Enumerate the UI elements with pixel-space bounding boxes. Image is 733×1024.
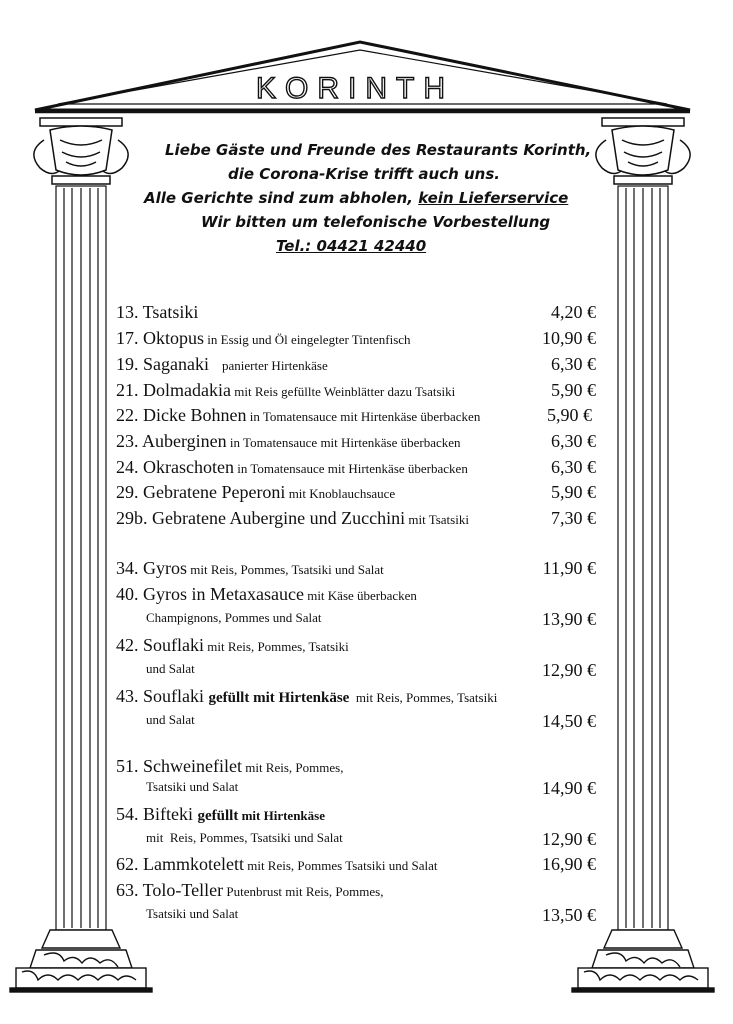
notice-line-5 [110, 234, 630, 258]
dish-name: 24. Okraschoten [116, 457, 234, 477]
phone-number: Tel.: 04421 42440 [276, 237, 427, 255]
dish-name: 17. Oktopus [116, 328, 205, 348]
dish-description: mit Reis, Pommes, [241, 760, 344, 775]
notice-line-1: Liebe Gäste und Freunde des Restaurants Korinth, [165, 141, 592, 159]
dish-description: in Tomatensauce mit Hirtenkäse überbacken [226, 435, 461, 450]
menu-item [116, 380, 606, 404]
menu-item [116, 457, 606, 481]
menu-item [116, 854, 606, 878]
menu-item [116, 482, 606, 506]
menu-item [116, 508, 606, 532]
dish-price: 5,90 € [551, 482, 596, 502]
menu-item [116, 405, 606, 429]
dish-price: 14,90 € [542, 778, 596, 798]
dish-price: 5,90 € [547, 405, 592, 425]
dish-description: Champignons, Pommes und Salat [146, 610, 322, 625]
dish-name: 40. Gyros in Metaxasauce [116, 584, 304, 604]
dish-description: und Salat [146, 661, 195, 676]
dish-name: 51. Schweinefilet [116, 756, 242, 776]
dish-name: 22. Dicke Bohnen [116, 405, 247, 425]
right-column-shaft [618, 186, 668, 930]
dish-price: 12,90 € [542, 829, 596, 849]
menu-item [116, 880, 606, 904]
notice-pickup-text: Alle Gerichte sind zum abholen, [144, 189, 419, 207]
menu-item [116, 431, 606, 455]
menu-item [116, 584, 606, 608]
restaurant-title: KORINTH [256, 72, 454, 105]
notice-line-3 [110, 186, 630, 210]
dish-description: mit Reis, Pommes, Tsatsiki [349, 690, 498, 705]
dish-price: 6,30 € [551, 431, 596, 451]
dish-highlight: gefüllt [197, 808, 239, 824]
right-column-base [572, 930, 714, 992]
dish-description: mit Reis, Pommes Tsatsiki und Salat [243, 858, 438, 873]
dish-description: mit Reis, Pommes, Tsatsiki und Salat [187, 562, 384, 577]
dish-description: mit Reis, Pommes, Tsatsiki [204, 639, 349, 654]
menu-item-continued [116, 711, 606, 735]
menu-item-continued [116, 778, 606, 802]
no-delivery-text: kein Lieferservice [418, 189, 569, 207]
dish-name: 29. Gebratene Peperoni [116, 482, 286, 502]
dish-description: in Essig und Öl eingelegter Tintenfisch [204, 332, 411, 347]
corona-notice [110, 138, 630, 258]
menu-item [116, 635, 606, 659]
notice-line-2: die Corona-Krise trifft auch uns. [228, 165, 500, 183]
dish-highlight: gefüllt mit Hirtenkäse [208, 690, 350, 706]
dish-price: 12,90 € [542, 660, 596, 680]
dish-price: 7,30 € [551, 508, 596, 528]
dish-name: 42. Souflaki [116, 635, 204, 655]
left-column-shaft [56, 186, 106, 930]
menu-item-continued [116, 905, 606, 929]
dish-description: in Tomatensauce mit Hirtenkäse überbacken [233, 461, 468, 476]
menu-item-continued [116, 660, 606, 684]
menu-item [116, 302, 606, 326]
dish-name: 54. Bifteki [116, 804, 198, 824]
dish-description: und Salat [146, 712, 195, 727]
dish-description: Tsatsiki und Salat [146, 779, 239, 794]
menu-item [116, 756, 606, 780]
dish-price: 13,90 € [542, 609, 596, 629]
dish-name: 34. Gyros [116, 558, 187, 578]
menu-item [116, 558, 606, 582]
dish-price: 11,90 € [542, 558, 596, 578]
dish-name: 63. Tolo-Teller [116, 880, 224, 900]
left-column-base [10, 930, 152, 992]
dish-name: 21. Dolmadakia [116, 380, 231, 400]
dish-description: mit Reis gefüllte Weinblätter dazu Tsatsiki [230, 384, 456, 399]
notice-line-4: Wir bitten um telefonische Vorbestellung [201, 213, 551, 231]
menu-item [116, 804, 606, 828]
dish-name: 62. Lammkotelett [116, 854, 244, 874]
dish-description: panierter Hirtenkäse [208, 358, 328, 373]
dish-description: mit Tsatsiki [405, 512, 469, 527]
dish-name: 29b. Gebratene Aubergine und Zucchini [116, 508, 406, 528]
dish-price: 5,90 € [551, 380, 596, 400]
dish-description: Tsatsiki und Salat [146, 906, 239, 921]
dish-name: 23. Auberginen [116, 431, 227, 451]
menu-item [116, 354, 606, 378]
dish-price: 4,20 € [551, 302, 596, 322]
menu-item-continued [116, 609, 606, 633]
dish-description: in Tomatensauce mit Hirtenkäse überbacken [246, 409, 481, 424]
menu-item [116, 686, 606, 710]
dish-description: mit Knoblauchsauce [285, 486, 396, 501]
menu-item-continued [116, 829, 606, 853]
dish-price: 10,90 € [542, 328, 596, 348]
dish-name: 43. Souflaki [116, 686, 209, 706]
dish-price: 14,50 € [542, 711, 596, 731]
dish-description: mit Reis, Pommes, Tsatsiki und Salat [146, 830, 343, 845]
dish-name: 13. Tsatsiki [116, 302, 199, 322]
dish-price: 16,90 € [542, 854, 596, 874]
dish-description: mit Käse überbacken [303, 588, 417, 603]
dish-price: 13,50 € [542, 905, 596, 925]
dish-price: 6,30 € [551, 354, 596, 374]
dish-description: Putenbrust mit Reis, Pommes, [223, 884, 384, 899]
menu-item [116, 328, 606, 352]
dish-highlight: mit Hirtenkäse [238, 808, 325, 823]
dish-name: 19. Saganaki [116, 354, 209, 374]
dish-price: 6,30 € [551, 457, 596, 477]
